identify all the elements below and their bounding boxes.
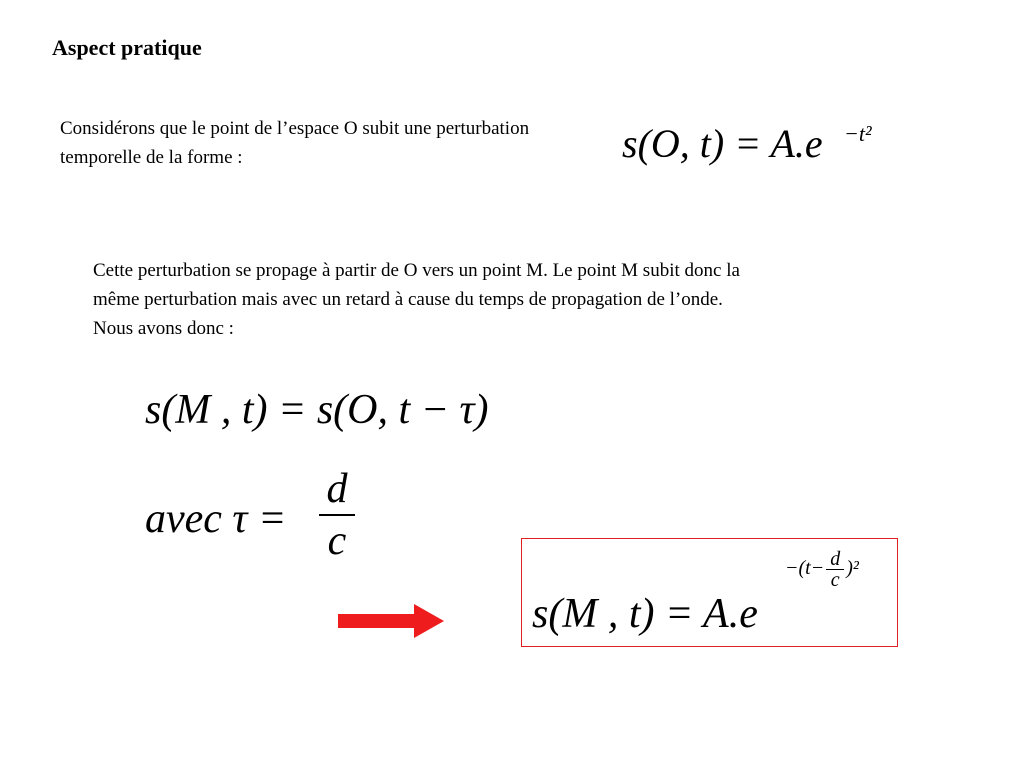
equation-source-exponent: −t² bbox=[844, 121, 872, 146]
equation-source-perturbation bbox=[622, 120, 872, 168]
equation-result: s(M , t) = A.e bbox=[532, 591, 758, 637]
arrow-shape bbox=[338, 604, 444, 638]
result-box bbox=[521, 538, 898, 647]
equation-result-exponent bbox=[785, 549, 859, 590]
exponent-fraction bbox=[826, 549, 844, 590]
fraction-d-over-c bbox=[317, 464, 357, 566]
equation-delay: s(M , t) = s(O, t − τ) bbox=[145, 387, 489, 433]
exponent-left: −(t− bbox=[785, 557, 825, 580]
fraction-denominator: c bbox=[327, 518, 347, 564]
paragraph-propagation: Cette perturbation se propage à partir de O vers un point M. Le point M subit donc la même perturbation mais avec un retard à cause du temps de propagation de l’onde. Nous avons donc : bbox=[93, 260, 740, 339]
right-arrow-icon bbox=[338, 604, 446, 638]
equation-tau-definition bbox=[145, 466, 348, 564]
slide-title: Aspect pratique bbox=[52, 35, 202, 60]
fraction-numerator: d bbox=[326, 466, 348, 512]
equation-source-main: s(O, t) = A.e bbox=[622, 121, 823, 166]
equation-tau-lhs: avec τ = bbox=[145, 496, 287, 542]
paragraph-intro: Considérons que le point de l’espace O subit une perturbation temporelle de la forme : bbox=[60, 118, 530, 168]
exponent-denominator: c bbox=[830, 569, 840, 591]
exponent-right: )² bbox=[846, 557, 859, 580]
exponent-numerator: d bbox=[830, 548, 841, 570]
